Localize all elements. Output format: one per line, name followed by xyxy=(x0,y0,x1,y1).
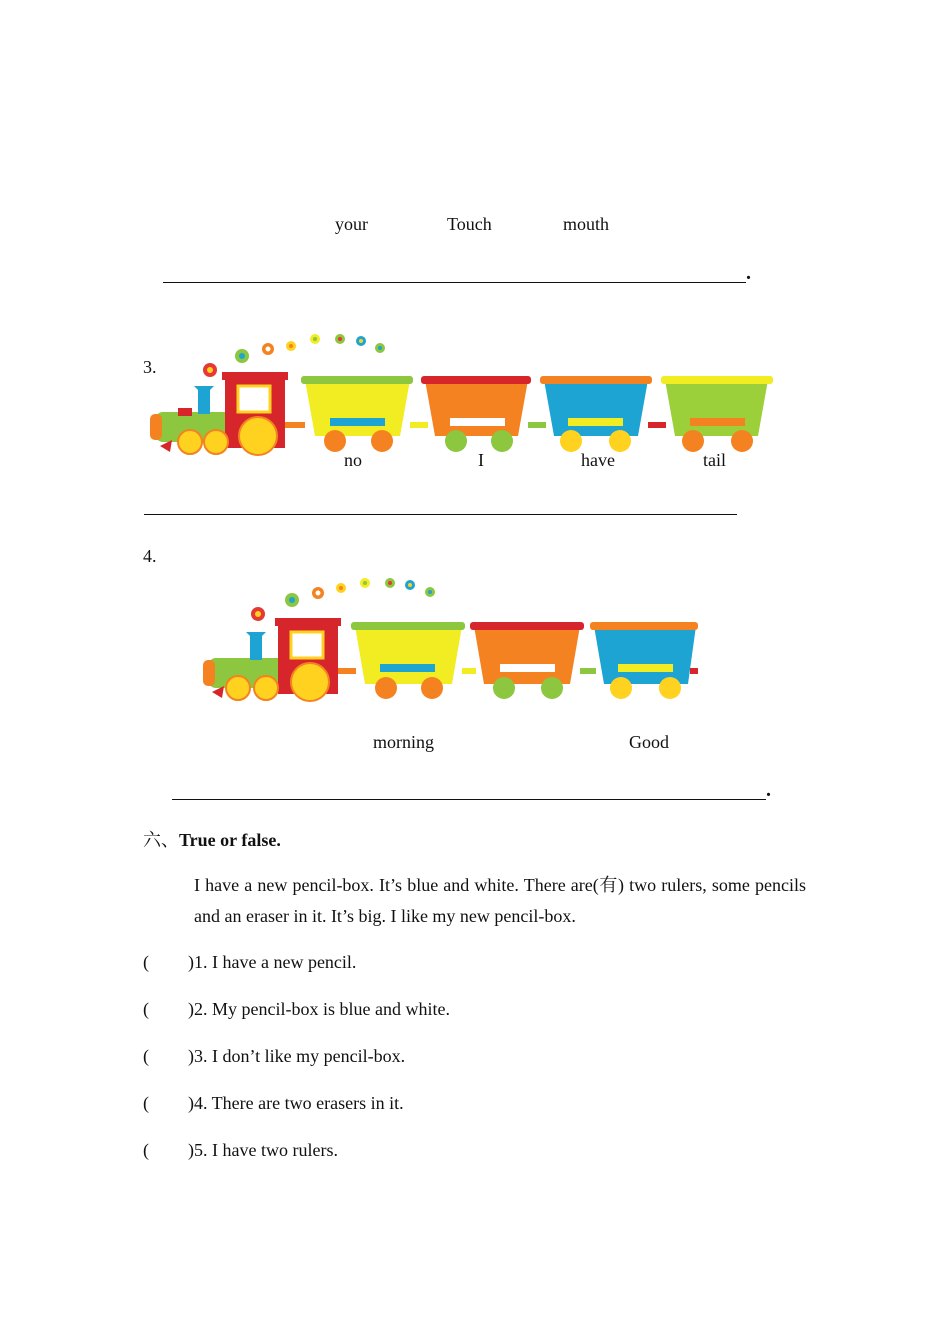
q2-word-3: mouth xyxy=(563,214,610,234)
q4-word-1: morning xyxy=(373,732,434,752)
statement-3 xyxy=(143,1046,405,1067)
q4-number: 4. xyxy=(143,546,157,566)
section-6-heading xyxy=(143,826,281,852)
train-car-3 xyxy=(580,622,698,699)
q2-end-mark: . xyxy=(746,262,751,284)
q2-answer-line[interactable] xyxy=(163,282,746,283)
q3-word-4: tail xyxy=(703,450,726,470)
train-car-2 xyxy=(462,622,584,699)
section-6-number: 六、 xyxy=(143,830,179,850)
engine xyxy=(203,618,341,701)
answer-blank[interactable]: ( xyxy=(143,952,149,972)
q3-word-3: have xyxy=(581,450,615,470)
answer-blank[interactable]: ( xyxy=(143,1046,149,1066)
q4-end-mark: . xyxy=(766,779,771,801)
statement-4 xyxy=(143,1093,404,1114)
q2-word-1: your xyxy=(335,214,368,234)
statement-2 xyxy=(143,999,450,1020)
answer-blank[interactable]: ( xyxy=(143,1140,149,1160)
train-illustration-q4 xyxy=(200,572,700,704)
flower-icon xyxy=(251,578,435,621)
train-illustration-q3 xyxy=(150,328,775,456)
train-car-1 xyxy=(338,622,465,699)
engine xyxy=(150,372,288,455)
statement-text: )2. My pencil-box is blue and white. xyxy=(188,999,450,1019)
train-car-2 xyxy=(410,376,531,452)
q2-word-2: Touch xyxy=(447,214,492,234)
q4-answer-line[interactable] xyxy=(172,799,766,800)
q3-number: 3. xyxy=(143,357,157,377)
answer-blank[interactable]: ( xyxy=(143,1093,149,1113)
answer-blank[interactable]: ( xyxy=(143,999,149,1019)
statement-text: )4. There are two erasers in it. xyxy=(188,1093,404,1113)
flower-icon xyxy=(203,334,385,377)
section-6-title: True or false. xyxy=(179,830,281,850)
q4-word-2: Good xyxy=(629,732,669,752)
q3-answer-line[interactable] xyxy=(144,514,737,515)
train-car-3 xyxy=(528,376,652,452)
statement-text: )5. I have two rulers. xyxy=(188,1140,338,1160)
statement-text: )3. I don’t like my pencil-box. xyxy=(188,1046,406,1066)
q3-word-1: no xyxy=(344,450,362,470)
q3-word-2: I xyxy=(478,450,484,470)
statement-5 xyxy=(143,1140,338,1161)
train-car-1 xyxy=(285,376,413,452)
train-car-4 xyxy=(648,376,773,452)
reading-passage: I have a new pencil-box. It’s blue and white. There are(有) two rulers, some pencils and an eraser in it. It’s big. I like my new pencil-box. xyxy=(194,875,806,926)
statement-text: )1. I have a new pencil. xyxy=(188,952,357,972)
statement-1 xyxy=(143,952,356,973)
